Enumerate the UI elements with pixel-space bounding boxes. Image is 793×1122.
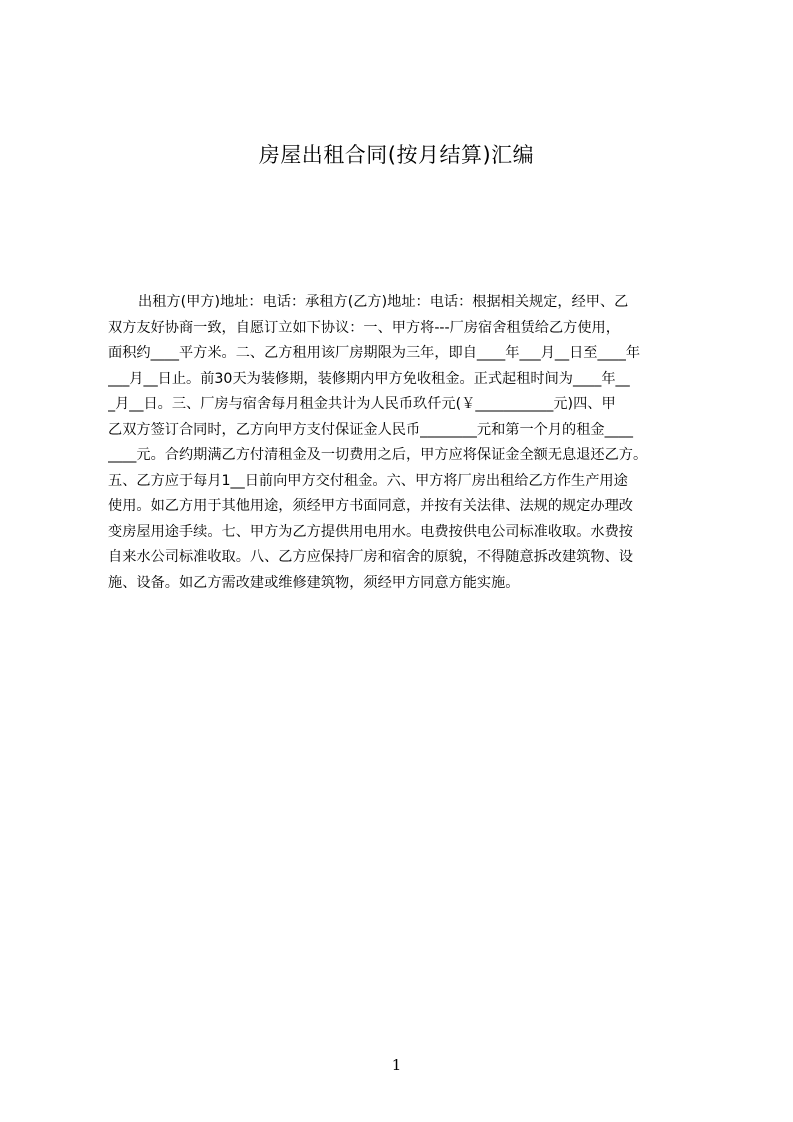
body-line-9: 使用。如乙方用于其他用途，须经甲方书面同意，并按有关法律、法规的规定办理改 <box>108 498 633 514</box>
document-title: 房屋出租合同(按月结算)汇编 <box>258 143 535 167</box>
body-line-6: 乙双方签订合同时，乙方向甲方支付保证金人民币________元和第一个月的租金____ <box>108 421 633 438</box>
body-line-1: 出租方(甲方)地址：电话：承租方(乙方)地址：电话：根据相关规定，经甲、乙 <box>138 294 629 310</box>
body-line-11: 自来水公司标准收取。八、乙方应保持厂房和宿舍的原貌，不得随意拆改建筑物、设 <box>108 549 633 565</box>
body-line-3: 面积约____平方米。二、乙方租用该厂房期限为三年，即自____年___月__日至____年 <box>108 345 641 361</box>
body-line-2: 双方友好协商一致，自愿订立如下协议：一、甲方将---厂房宿舍租赁给乙方使用， <box>108 319 620 336</box>
contract-body <box>108 290 699 596</box>
body-line-4: ___月__日止。前30天为装修期，装修期内甲方免收租金。正式起租时间为____年__ <box>108 370 630 387</box>
body-line-12: 施、设备。如乙方需改建或维修建筑物，须经甲方同意方能实施。 <box>108 574 520 591</box>
body-line-7: ____元。合约期满乙方付清租金及一切费用之后，甲方应将保证金全额无息退还乙方。 <box>108 447 648 463</box>
body-line-10: 变房屋用途手续。七、甲方为乙方提供用电用水。电费按供电公司标准收取。水费按 <box>108 523 633 540</box>
page-number: 1 <box>391 1056 402 1074</box>
body-line-5: _月__日。三、厂房与宿舍每月租金共计为人民币玖仟元(￥___________元)四、甲 <box>108 396 616 412</box>
body-line-8: 五、乙方应于每月1__日前向甲方交付租金。六、甲方将厂房出租给乙方作生产用途 <box>108 472 628 489</box>
